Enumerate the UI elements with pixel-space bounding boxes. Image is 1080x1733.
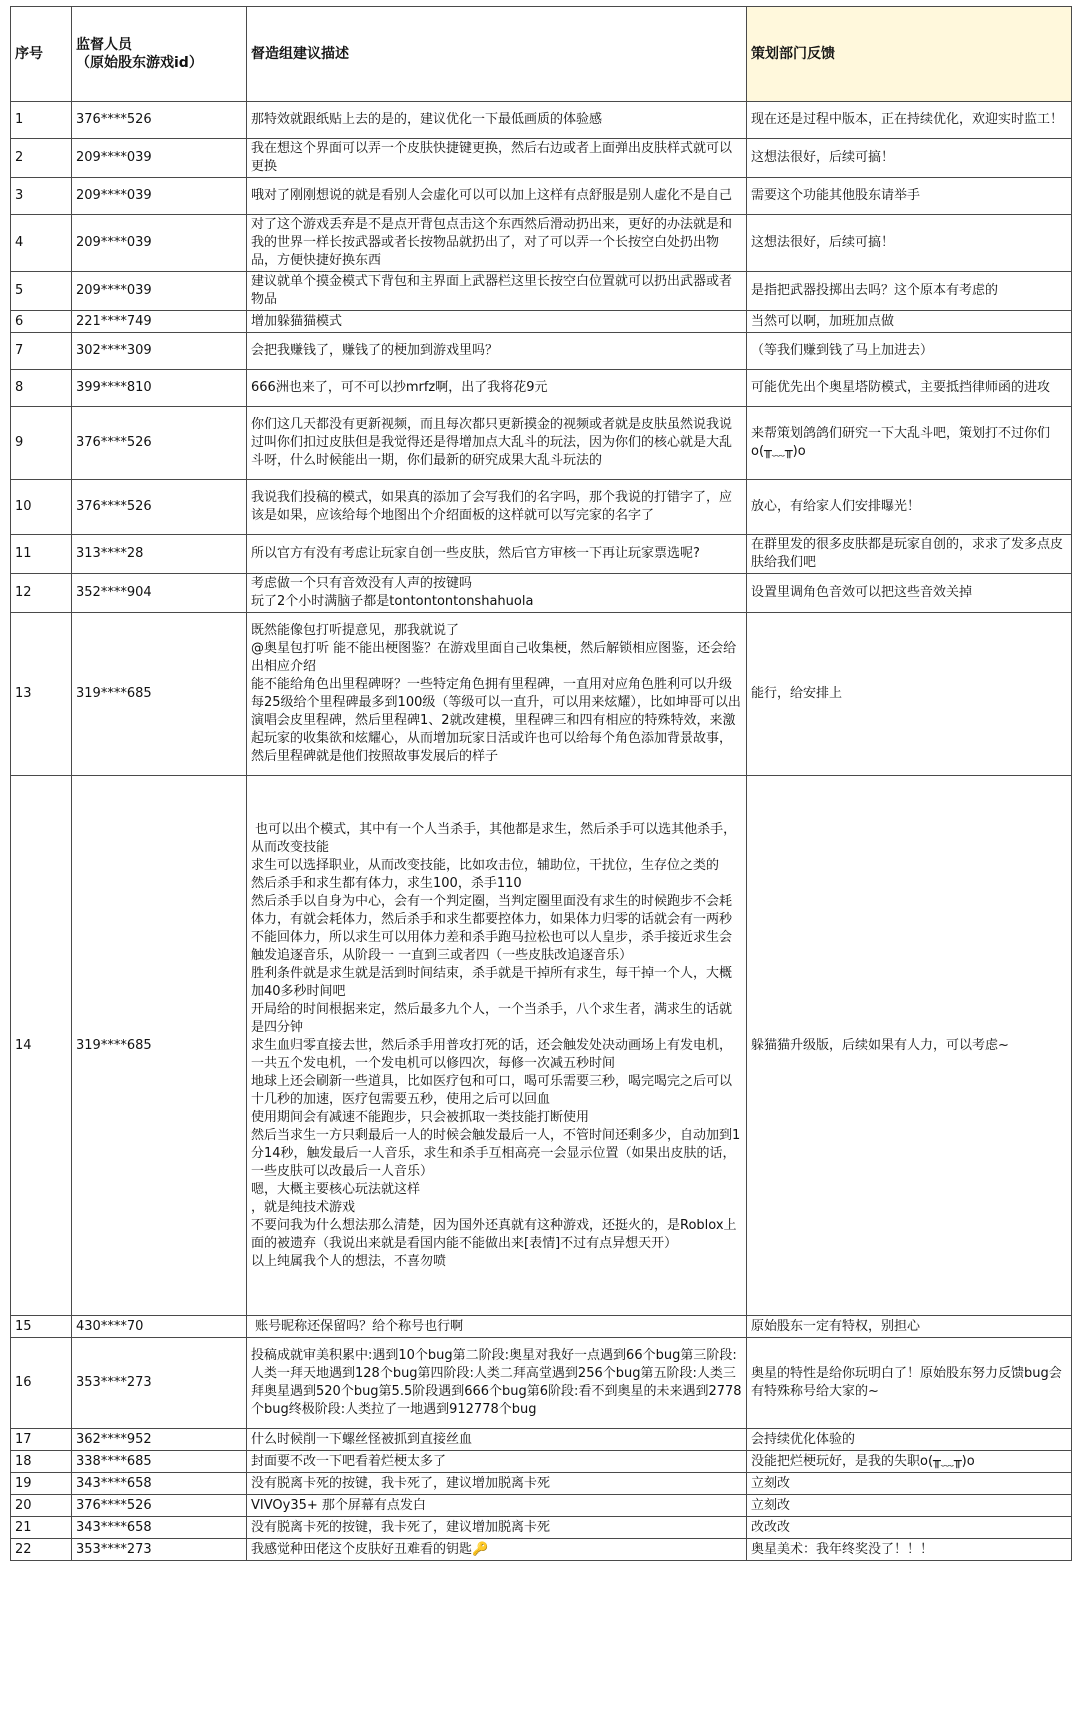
table-row	[11, 1429, 1072, 1451]
row-num: 5	[11, 272, 72, 311]
row-supervisor-id: 209****039	[72, 215, 247, 272]
row-supervisor-id: 313****28	[72, 535, 247, 574]
row-supervisor-id: 376****526	[72, 480, 247, 535]
row-feedback: 改改改	[747, 1517, 1072, 1539]
row-feedback: 来帮策划鸽鸽们研究一下大乱斗吧，策划打不过你们o(╥﹏╥)o	[747, 407, 1072, 480]
row-supervisor-id: 399****810	[72, 370, 247, 407]
header-feedback: 策划部门反馈	[747, 7, 1072, 102]
feedback-table-container	[10, 6, 1072, 1561]
table-row	[11, 1338, 1072, 1429]
row-feedback: 立刻改	[747, 1495, 1072, 1517]
row-num: 1	[11, 102, 72, 139]
header-supervisor: 监督人员 （原始股东游戏id）	[72, 7, 247, 102]
header-row	[11, 7, 1072, 102]
row-suggestion: 既然能像包打听提意见，那我就说了 @奥星包打听 能不能出梗图鉴？在游戏里面自己收集梗，然后解锁相应图鉴，还会给出相应介绍 能不能给角色出里程碑呀？一些特定角色拥有里程碑，一直用对应角色胜利可以升级每25级给个里程碑最多到100级（等级可以一直升，可以用来炫耀），比如坤哥可以出演唱会皮里程碑，然后里程碑1、2就改建模，里程碑三和四有相应的特殊特效，来激起玩家的收集欲和炫耀心，从而增加玩家日活或许也可以给每个角色添加背景故事，然后里程碑就是他们按照故事发展后的样子	[247, 613, 747, 776]
row-supervisor-id: 362****952	[72, 1429, 247, 1451]
row-supervisor-id: 338****685	[72, 1451, 247, 1473]
row-supervisor-id: 209****039	[72, 272, 247, 311]
row-num: 20	[11, 1495, 72, 1517]
header-suggestion: 督造组建议描述	[247, 7, 747, 102]
table-row	[11, 102, 1072, 139]
row-feedback: 在群里发的很多皮肤都是玩家自创的，求求了发多点皮肤给我们吧	[747, 535, 1072, 574]
table-row	[11, 613, 1072, 776]
table-row	[11, 215, 1072, 272]
row-num: 7	[11, 333, 72, 370]
row-feedback: 立刻改	[747, 1473, 1072, 1495]
row-num: 22	[11, 1539, 72, 1561]
row-suggestion: 建议就单个摸金模式下背包和主界面上武器栏这里长按空白位置就可以扔出武器或者物品	[247, 272, 747, 311]
row-suggestion: 666洲也来了，可不可以抄mrfz啊，出了我将花9元	[247, 370, 747, 407]
row-feedback: 会持续优化体验的	[747, 1429, 1072, 1451]
row-num: 8	[11, 370, 72, 407]
row-feedback: 可能优先出个奥星塔防模式，主要抵挡律师函的进攻	[747, 370, 1072, 407]
row-supervisor-id: 221****749	[72, 311, 247, 333]
row-feedback: （等我们赚到钱了马上加进去）	[747, 333, 1072, 370]
row-supervisor-id: 343****658	[72, 1473, 247, 1495]
row-supervisor-id: 343****658	[72, 1517, 247, 1539]
row-supervisor-id: 319****685	[72, 776, 247, 1316]
row-suggestion: 也可以出个模式，其中有一个人当杀手，其他都是求生，然后杀手可以选其他杀手，从而改变技能 求生可以选择职业，从而改变技能，比如攻击位，辅助位，干扰位，生存位之类的 然后杀手和求生都有体力，求生100，杀手110 然后杀手以自身为中心，会有一个判定圈，当判定圈里面没有求生的时候跑步不会耗体力，有就会耗体力，然后杀手和求生都要控体力，如果体力归零的话就会有一两秒不能回体力，所以求生可以用体力差和杀手跑马拉松也可以人皇步，杀手接近求生会触发追逐音乐，从阶段一 一直到三或者四（一些皮肤改追逐音乐） 胜利条件就是求生就是活到时间结束，杀手就是干掉所有求生，每干掉一个人，大概加40多秒时间吧 开局给的时间根据来定，然后最多九个人，一个当杀手，八个求生者，满求生的话就是四分钟 求生血归零直接去世，然后杀手用普攻打死的话，还会触发处决动画场上有发电机，一共五个发电机，一个发电机可以修四次，每修一次减五秒时间 地球上还会刷新一些道具，比如医疗包和可口，喝可乐需要三秒，喝完喝完之后可以十几秒的加速，医疗包需要五秒，使用之后可以回血 使用期间会有减速不能跑步，只会被抓取一类技能打断使用 然后当求生一方只剩最后一人的时候会触发最后一人，不管时间还剩多少，自动加到1分14秒，触发最后一人音乐，求生和杀手互相高亮一会显示位置（如果出皮肤的话，一些皮肤可以改最后一人音乐） 嗯，大概主要核心玩法就这样 ，就是纯技术游戏 不要问我为什么想法那么清楚，因为国外还真就有这种游戏，还挺火的，是Roblox上面的被遗弃（我说出来就是看国内能不能做出来[表情]不过有点异想天开） 以上纯属我个人的想法，不喜勿喷	[247, 776, 747, 1316]
row-suggestion: 没有脱离卡死的按键，我卡死了，建议增加脱离卡死	[247, 1517, 747, 1539]
table-row	[11, 1517, 1072, 1539]
table-row	[11, 311, 1072, 333]
row-suggestion: VIVOy35+ 那个屏幕有点发白	[247, 1495, 747, 1517]
row-feedback: 现在还是过程中版本，正在持续优化，欢迎实时监工！	[747, 102, 1072, 139]
row-num: 15	[11, 1316, 72, 1338]
row-suggestion: 什么时候削一下螺丝怪被抓到直接丝血	[247, 1429, 747, 1451]
row-suggestion: 投稿成就审美积累中:遇到10个bug第二阶段:奥星对我好一点遇到66个bug第三阶段:人类一拜天地遇到128个bug第四阶段:人类二拜高堂遇到256个bug第五阶段:人类三拜奥星遇到520个bug第5.5阶段遇到666个bug第6阶段:看不到奥星的未来遇到2778个bug终极阶段:人类拉了一地遇到912778个bug	[247, 1338, 747, 1429]
row-num: 4	[11, 215, 72, 272]
table-row	[11, 272, 1072, 311]
table-row	[11, 1473, 1072, 1495]
row-suggestion: 对了这个游戏丢弃是不是点开背包点击这个东西然后滑动扔出来，更好的办法就是和我的世界一样长按武器或者长按物品就扔出了，对了可以弄一个长按空白处扔出物品，方便快捷好换东西	[247, 215, 747, 272]
row-supervisor-id: 430****70	[72, 1316, 247, 1338]
row-supervisor-id: 353****273	[72, 1539, 247, 1561]
row-suggestion: 我在想这个界面可以弄一个皮肤快捷键更换，然后右边或者上面弹出皮肤样式就可以更换	[247, 139, 747, 178]
row-suggestion: 封面要不改一下吧看着烂梗太多了	[247, 1451, 747, 1473]
table-row	[11, 574, 1072, 613]
row-num: 16	[11, 1338, 72, 1429]
row-num: 13	[11, 613, 72, 776]
row-num: 19	[11, 1473, 72, 1495]
row-suggestion: 哦对了刚刚想说的就是看别人会虚化可以可以加上这样有点舒服是别人虚化不是自己	[247, 178, 747, 215]
row-suggestion: 所以官方有没有考虑让玩家自创一些皮肤，然后官方审核一下再让玩家票选呢?	[247, 535, 747, 574]
row-supervisor-id: 302****309	[72, 333, 247, 370]
row-suggestion: 我感觉种田佬这个皮肤好丑难看的钥匙🔑	[247, 1539, 747, 1561]
row-supervisor-id: 376****526	[72, 407, 247, 480]
row-feedback: 躲猫猫升级版，后续如果有人力，可以考虑~	[747, 776, 1072, 1316]
table-row	[11, 1316, 1072, 1338]
row-suggestion: 没有脱离卡死的按键，我卡死了，建议增加脱离卡死	[247, 1473, 747, 1495]
row-num: 14	[11, 776, 72, 1316]
row-num: 9	[11, 407, 72, 480]
row-suggestion: 你们这几天都没有更新视频，而且每次都只更新摸金的视频或者就是皮肤虽然说我说过叫你们扣过皮肤但是我觉得还是得增加点大乱斗的玩法，因为你们的核心就是大乱斗呀，什么时候能出一期，你们最新的研究成果大乱斗玩法的	[247, 407, 747, 480]
table-row	[11, 480, 1072, 535]
row-num: 3	[11, 178, 72, 215]
table-row	[11, 178, 1072, 215]
row-num: 10	[11, 480, 72, 535]
row-feedback: 放心，有给家人们安排曝光！	[747, 480, 1072, 535]
table-row	[11, 370, 1072, 407]
row-suggestion: 考虑做一个只有音效没有人声的按键吗 玩了2个小时满脑子都是tontontontonshahuola	[247, 574, 747, 613]
row-num: 6	[11, 311, 72, 333]
row-num: 21	[11, 1517, 72, 1539]
row-feedback: 没能把烂梗玩好，是我的失职o(╥﹏╥)o	[747, 1451, 1072, 1473]
row-supervisor-id: 209****039	[72, 139, 247, 178]
row-suggestion: 我说我们投稿的模式，如果真的添加了会写我们的名字吗，那个我说的打错字了，应该是如果，应该给每个地图出个介绍面板的这样就可以写完家的名字了	[247, 480, 747, 535]
row-num: 12	[11, 574, 72, 613]
table-row	[11, 1495, 1072, 1517]
row-feedback: 这想法很好，后续可搞！	[747, 139, 1072, 178]
row-feedback: 这想法很好，后续可搞！	[747, 215, 1072, 272]
row-feedback: 奥星美术：我年终奖没了！！！	[747, 1539, 1072, 1561]
row-feedback: 原始股东一定有特权，别担心	[747, 1316, 1072, 1338]
table-row	[11, 407, 1072, 480]
row-supervisor-id: 376****526	[72, 102, 247, 139]
row-supervisor-id: 353****273	[72, 1338, 247, 1429]
row-suggestion: 账号昵称还保留吗？给个称号也行啊	[247, 1316, 747, 1338]
row-feedback: 是指把武器投掷出去吗？这个原本有考虑的	[747, 272, 1072, 311]
row-supervisor-id: 209****039	[72, 178, 247, 215]
row-supervisor-id: 376****526	[72, 1495, 247, 1517]
row-feedback: 能行，给安排上	[747, 613, 1072, 776]
table-row	[11, 535, 1072, 574]
row-suggestion: 会把我赚钱了，赚钱了的梗加到游戏里吗？	[247, 333, 747, 370]
row-num: 2	[11, 139, 72, 178]
row-suggestion: 增加躲猫猫模式	[247, 311, 747, 333]
header-num: 序号	[11, 7, 72, 102]
row-feedback: 当然可以啊，加班加点做	[747, 311, 1072, 333]
row-feedback: 设置里调角色音效可以把这些音效关掉	[747, 574, 1072, 613]
table-row	[11, 333, 1072, 370]
row-feedback: 需要这个功能其他股东请举手	[747, 178, 1072, 215]
row-num: 17	[11, 1429, 72, 1451]
feedback-table	[10, 6, 1072, 1561]
table-body	[11, 102, 1072, 1561]
row-supervisor-id: 352****904	[72, 574, 247, 613]
row-feedback: 奥星的特性是给你玩明白了！原始股东努力反馈bug会有特殊称号给大家的~	[747, 1338, 1072, 1429]
row-num: 11	[11, 535, 72, 574]
table-row	[11, 776, 1072, 1316]
row-supervisor-id: 319****685	[72, 613, 247, 776]
table-row	[11, 1451, 1072, 1473]
table-row	[11, 1539, 1072, 1561]
table-row	[11, 139, 1072, 178]
row-num: 18	[11, 1451, 72, 1473]
row-suggestion: 那特效就跟纸贴上去的是的，建议优化一下最低画质的体验感	[247, 102, 747, 139]
